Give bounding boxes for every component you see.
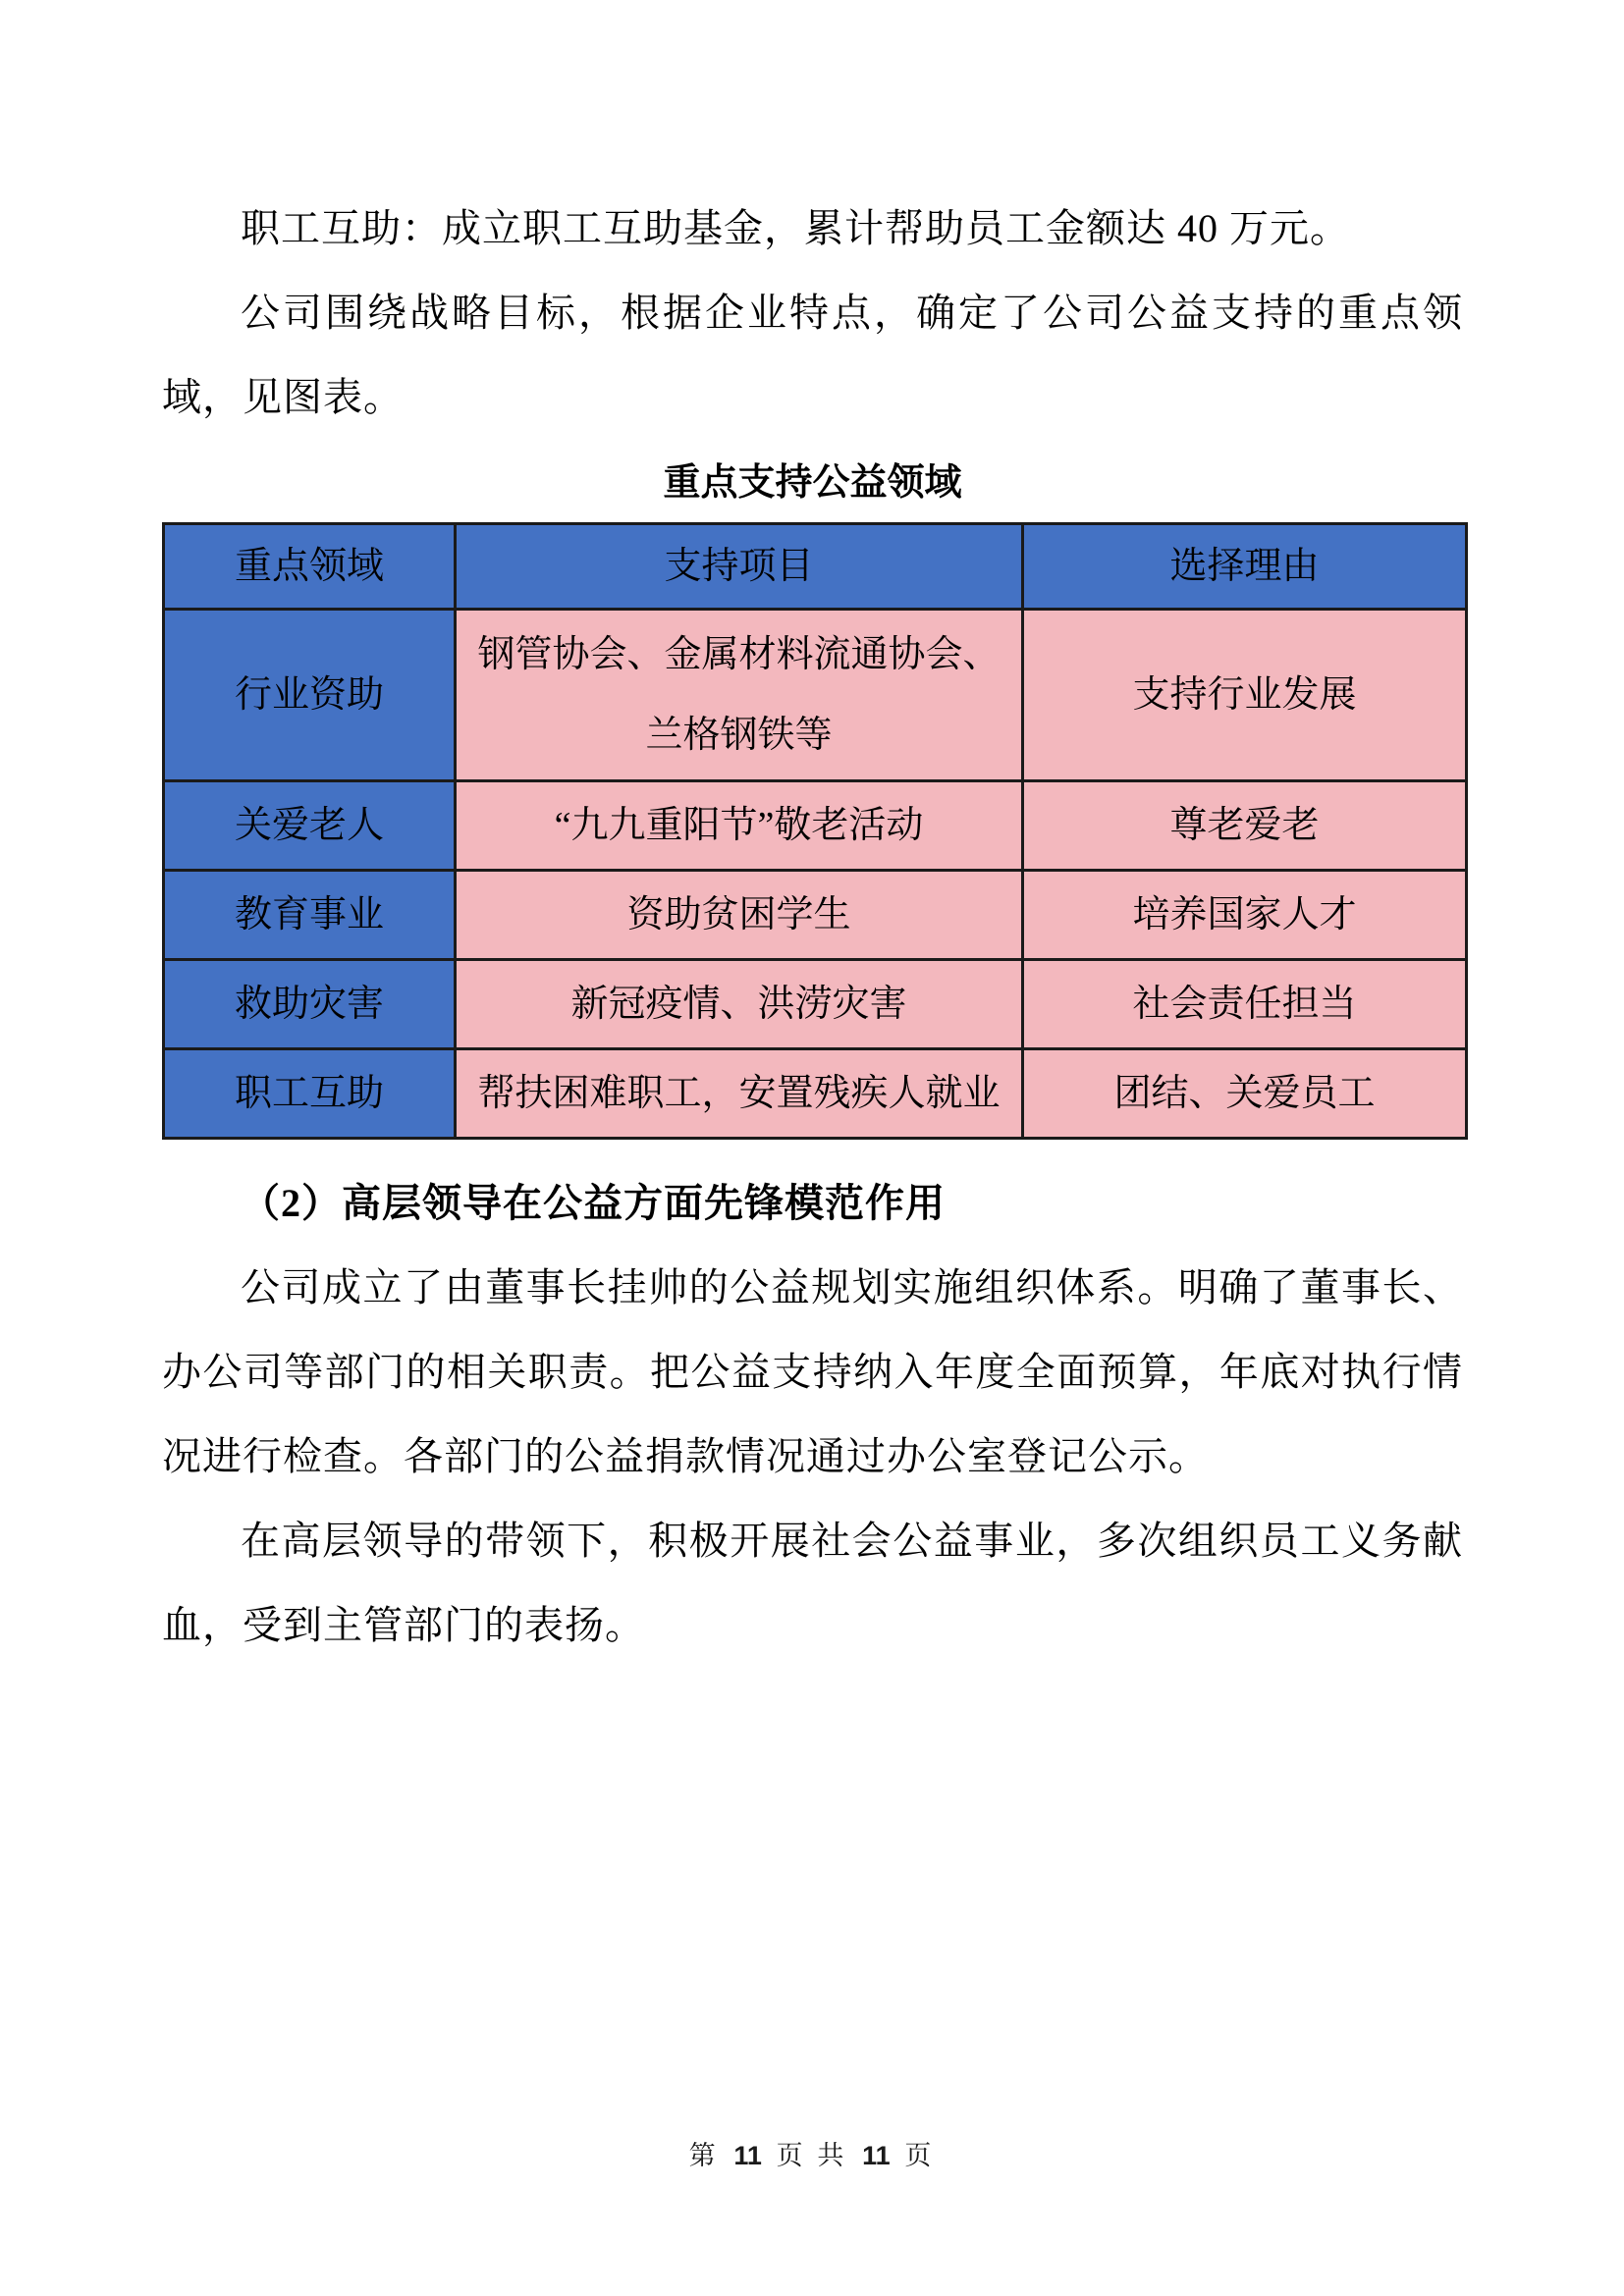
cell-area: 教育事业 [164,871,456,960]
support-areas-table [162,522,1468,1140]
cell-reason: 社会责任担当 [1023,960,1467,1049]
table-row [164,871,1467,960]
cell-reason: 培养国家人才 [1023,871,1467,960]
table-row [164,1049,1467,1139]
cell-reason: 支持行业发展 [1023,610,1467,781]
paragraph-worker-mutual-aid: 职工互助：成立职工互助基金，累计帮助员工金额达 40 万元。 [241,206,1350,250]
cell-project: 资助贫困学生 [456,871,1023,960]
paragraph-strategy-focus: 公司围绕战略目标，根据企业特点，确定了公司公益支持的重点领域，见图表。 [162,291,1463,419]
header-cell-reason: 选择理由 [1023,524,1467,610]
cell-project: 钢管协会、金属材料流通协会、兰格钢铁等 [456,610,1023,781]
footer-current-page: 11 [733,2141,762,2170]
cell-reason: 团结、关爱员工 [1023,1049,1467,1139]
cell-area: 行业资助 [164,610,456,781]
cell-area: 救助灾害 [164,960,456,1049]
page-footer [0,2134,1624,2172]
paragraph-org-system: 公司成立了由董事长挂帅的公益规划实施组织体系。明确了董事长、办公司等部门的相关职责。把公益支持纳入年度全面预算，年底对执行情况进行检查。各部门的公益捐款情况通过办公室登记公示。 [162,1265,1463,1478]
cell-reason: 尊老爱老 [1023,781,1467,871]
footer-label-of: 页 共 [776,2141,848,2170]
table-row [164,781,1467,871]
header-cell-area: 重点领域 [164,524,456,610]
footer-label-pages: 页 [904,2141,936,2170]
cell-project: “九九重阳节”敬老活动 [456,781,1023,871]
footer-total-pages: 11 [862,2141,891,2170]
header-cell-project: 支持项目 [456,524,1023,610]
cell-project: 新冠疫情、洪涝灾害 [456,960,1023,1049]
section-heading-leadership: （2）高层领导在公益方面先锋模范作用 [241,1181,946,1225]
table-header-row [164,524,1467,610]
cell-area: 关爱老人 [164,781,456,871]
paragraph-blood-donation: 在高层领导的带领下，积极开展社会公益事业，多次组织员工义务献血，受到主管部门的表扬。 [162,1519,1463,1647]
cell-project: 帮扶困难职工，安置残疾人就业 [456,1049,1023,1139]
footer-label-page: 第 [688,2141,720,2170]
table-row [164,960,1467,1049]
table-row [164,610,1467,781]
table-title: 重点支持公益领域 [663,462,962,504]
cell-area: 职工互助 [164,1049,456,1139]
